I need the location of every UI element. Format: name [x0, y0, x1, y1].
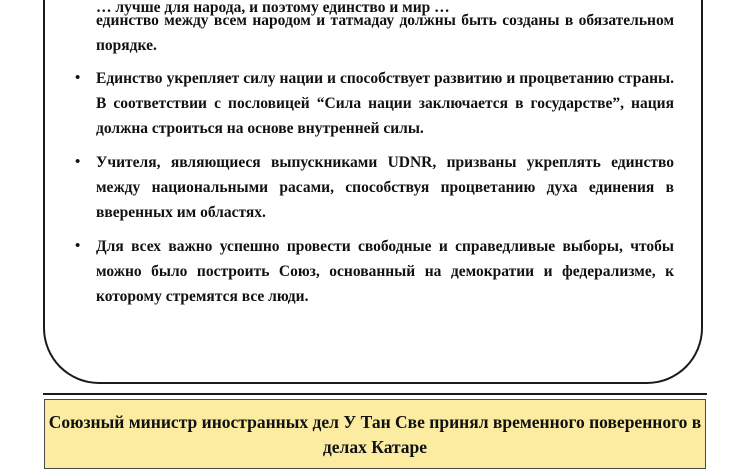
bullet-icon: •: [75, 238, 81, 254]
headline-text: Союзный министр иностранных дел У Тан Све принял временного поверенного в делах Катаре: [48, 412, 702, 457]
bullet-text: Учителя, являющиеся выпускниками UDNR, призваны укреплять единство между национальными расами, способствуя процветанию духа единения в вверенных им областях.: [96, 154, 674, 221]
list-item: [75, 150, 674, 225]
bullet-icon: •: [75, 154, 81, 170]
bullet-text: Единство укрепляет силу нации и способствует развитию и процветанию страны. В соответствии с пословицей “Сила нации заключается в государстве”, нация должна строиться на основе внутренней силы.: [96, 70, 674, 137]
list-item: [75, 66, 674, 141]
headline-banner: [44, 399, 706, 469]
bullet-text: Для всех важно успешно провести свободные и справедливые выборы, чтобы можно было построить Союз, основанный на демократии и федерализме, к которому стремятся все люди.: [96, 238, 674, 305]
bullet-list: [75, 66, 674, 318]
section-divider: [43, 393, 707, 395]
clipped-top-line-text: … лучше для народа, и поэтому единство и мир …: [96, 0, 450, 16]
clipped-top-line: [96, 0, 674, 16]
list-item: [75, 234, 674, 309]
partial-paragraph-text: единство между всем народом и татмадау должны быть созданы в обязательном порядке.: [96, 12, 674, 54]
partial-paragraph: [96, 0, 674, 58]
bullet-icon: •: [75, 70, 81, 86]
